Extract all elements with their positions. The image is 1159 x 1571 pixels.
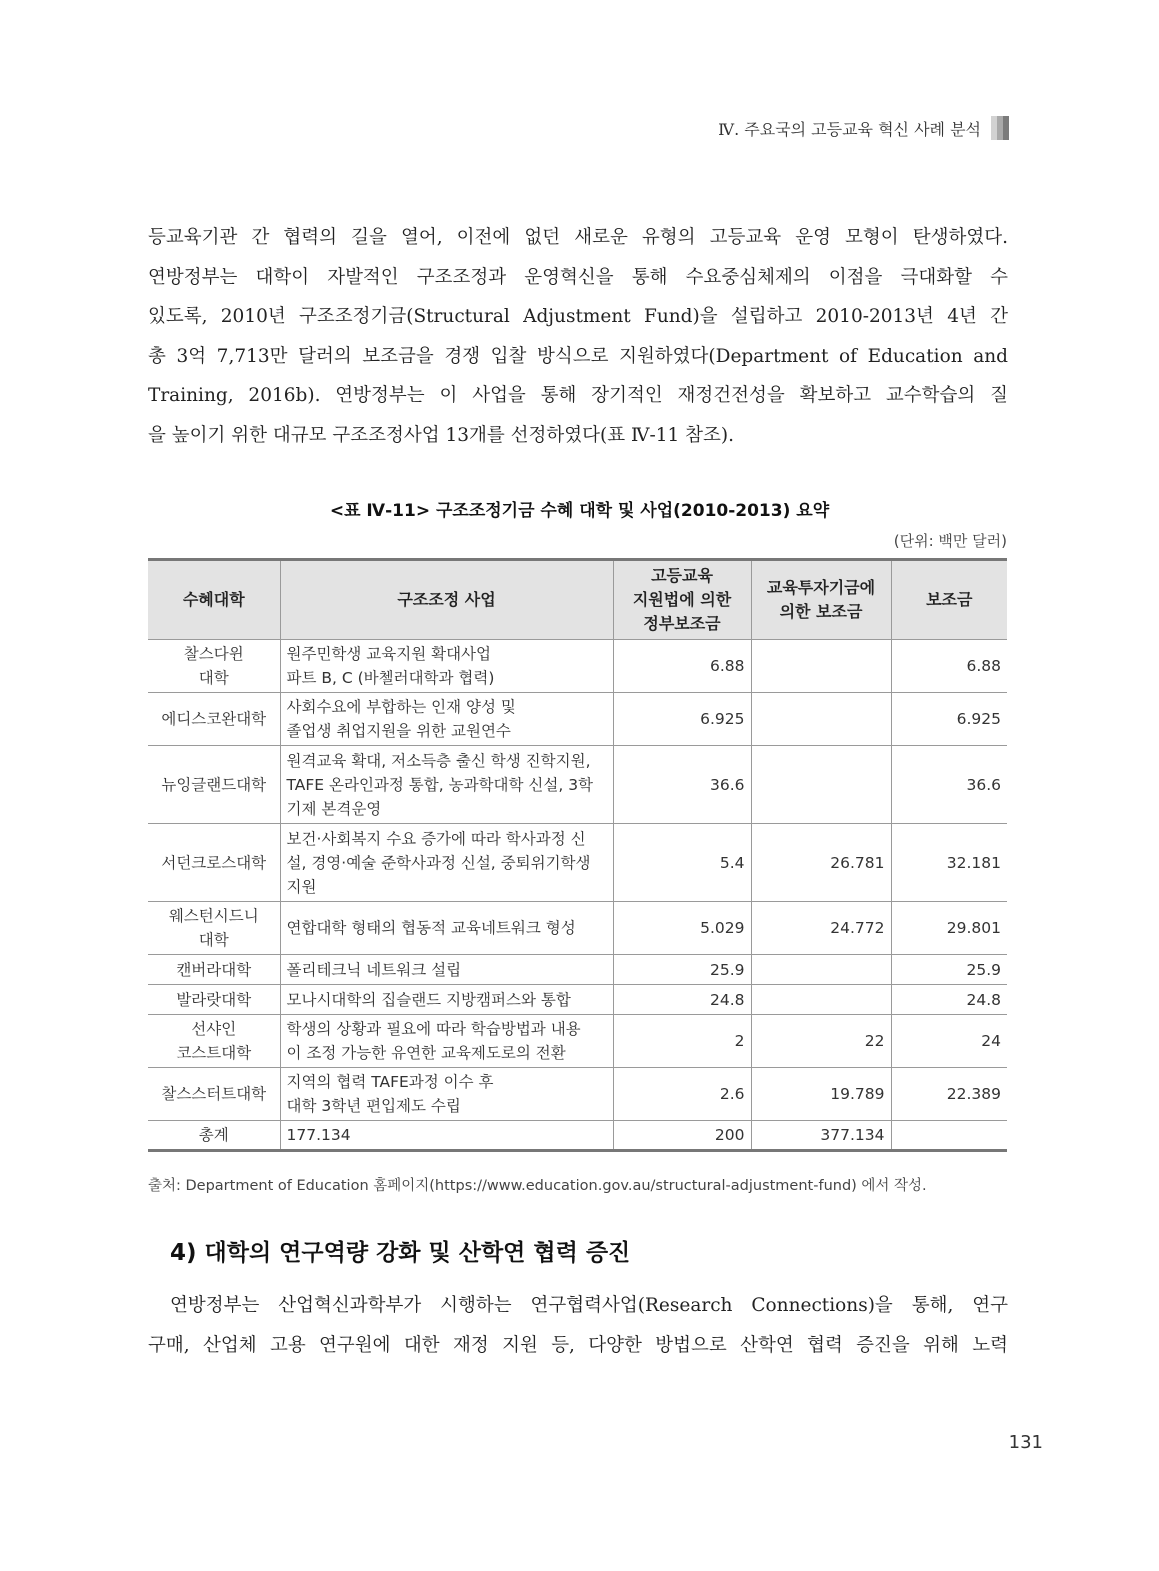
section-heading: 4) 대학의 연구역량 강화 및 산학연 협력 증진 <box>170 1240 631 1266</box>
header-project: 구조조정 사업 <box>280 560 613 640</box>
text-line: 연방정부는 산업혁신과학부가 시행하는 연구협력사업(Research Connections)을 통해, 연구 <box>170 1295 1008 1316</box>
header-decoration-bars <box>991 116 1009 140</box>
university-cell: 뉴잉글랜드대학 <box>148 746 280 824</box>
header-total: 보조금 <box>891 560 1007 640</box>
body-paragraph-2 <box>148 1286 1008 1365</box>
table-row <box>148 746 1007 824</box>
total-cell: 29.801 <box>891 902 1007 955</box>
text-line: 을 높이기 위한 대규모 구조조정사업 13개를 선정하였다(표 Ⅳ-11 참조). <box>148 424 734 446</box>
total-cell: 6.88 <box>891 640 1007 693</box>
eif-grant-cell <box>751 693 891 746</box>
gov-grant-cell: 24.8 <box>613 985 751 1015</box>
table-header-row <box>148 560 1007 640</box>
project-cell: 연합대학 형태의 협동적 교육네트워크 형성 <box>280 902 613 955</box>
eif-grant-cell: 26.781 <box>751 824 891 902</box>
table-unit-note: (단위: 백만 달러) <box>893 532 1007 550</box>
project-cell: 학생의 상황과 필요에 따라 학습방법과 내용 이 조정 가능한 유연한 교육제도로의 전환 <box>280 1015 613 1068</box>
table-source-note: 출처: Department of Education 홈페이지(https://www.education.gov.au/structural-adjustment-fund) 에서 작성. <box>148 1178 927 1194</box>
text-line: 있도록, 2010년 구조조정기금(Structural Adjustment Fund)을 설립하고 2010-2013년 4년 간 <box>148 306 1008 327</box>
table-caption: <표 Ⅳ-11> 구조조정기금 수혜 대학 및 사업(2010-2013) 요약 <box>329 501 830 521</box>
table-row <box>148 1068 1007 1121</box>
total-cell: 24.8 <box>891 985 1007 1015</box>
total-cell: 22.389 <box>891 1068 1007 1121</box>
project-cell: 폴리테크닉 네트워크 설립 <box>280 955 613 985</box>
university-cell: 캔버라대학 <box>148 955 280 985</box>
gov-grant-cell: 36.6 <box>613 746 751 824</box>
eif-grant-cell: 24.772 <box>751 902 891 955</box>
total-cell: 25.9 <box>891 955 1007 985</box>
header-bar <box>1003 116 1009 140</box>
gov-grant-cell: 2 <box>613 1015 751 1068</box>
university-cell: 찰스스터트대학 <box>148 1068 280 1121</box>
table-row <box>148 640 1007 693</box>
total-c2: 177.134 <box>280 1121 613 1151</box>
text-line: 연방정부는 대학이 자발적인 구조조정과 운영혁신을 통해 수요중심체제의 이점을 극대화할 수 <box>148 266 1008 288</box>
gov-grant-cell: 6.925 <box>613 693 751 746</box>
table-row <box>148 1015 1007 1068</box>
gov-grant-cell: 6.88 <box>613 640 751 693</box>
body-paragraph-1 <box>148 218 1008 455</box>
eif-grant-cell: 22 <box>751 1015 891 1068</box>
eif-grant-cell: 19.789 <box>751 1068 891 1121</box>
university-cell: 웨스턴시드니 대학 <box>148 902 280 955</box>
header-gov-grant: 고등교육 지원법에 의한 정부보조금 <box>613 560 751 640</box>
eif-grant-cell <box>751 955 891 985</box>
eif-grant-cell <box>751 746 891 824</box>
text-line: Training, 2016b). 연방정부는 이 사업을 통해 장기적인 재정건전성을 확보하고 교수학습의 질 <box>148 385 1008 406</box>
total-cell: 32.181 <box>891 824 1007 902</box>
gov-grant-cell: 25.9 <box>613 955 751 985</box>
eif-grant-cell <box>751 640 891 693</box>
project-cell: 원격교육 확대, 저소득층 출신 학생 진학지원, TAFE 온라인과정 통합, 농과학대학 신설, 3학 기제 본격운영 <box>280 746 613 824</box>
total-cell: 6.925 <box>891 693 1007 746</box>
project-cell: 원주민학생 교육지원 확대사업 파트 B, C (바첼러대학과 협력) <box>280 640 613 693</box>
university-cell: 서던크로스대학 <box>148 824 280 902</box>
university-cell: 발라랏대학 <box>148 985 280 1015</box>
table-row <box>148 824 1007 902</box>
chapter-title: Ⅳ. 주요국의 고등교육 혁신 사례 분석 <box>718 119 981 139</box>
grant-table <box>148 558 1007 1152</box>
header-eif-grant: 교육투자기금에 의한 보조금 <box>751 560 891 640</box>
project-cell: 보건·사회복지 수요 증가에 따라 학사과정 신 설, 경영·예술 준학사과정 신설, 중퇴위기학생 지원 <box>280 824 613 902</box>
gov-grant-cell: 5.4 <box>613 824 751 902</box>
gov-grant-cell: 2.6 <box>613 1068 751 1121</box>
running-header <box>718 116 1009 140</box>
table-row <box>148 693 1007 746</box>
university-cell: 찰스다윈 대학 <box>148 640 280 693</box>
total-label: 총계 <box>148 1121 280 1151</box>
table-row <box>148 902 1007 955</box>
table-row <box>148 955 1007 985</box>
header-university: 수혜대학 <box>148 560 280 640</box>
university-cell: 선샤인 코스트대학 <box>148 1015 280 1068</box>
project-cell: 지역의 협력 TAFE과정 이수 후 대학 3학년 편입제도 수립 <box>280 1068 613 1121</box>
total-c3: 200 <box>613 1121 751 1151</box>
project-cell: 모나시대학의 집슬랜드 지방캠퍼스와 통합 <box>280 985 613 1015</box>
table-total-row <box>148 1121 1007 1151</box>
total-c4: 377.134 <box>751 1121 891 1151</box>
eif-grant-cell <box>751 985 891 1015</box>
table-row <box>148 985 1007 1015</box>
total-cell: 24 <box>891 1015 1007 1068</box>
total-c5 <box>891 1121 1007 1151</box>
gov-grant-cell: 5.029 <box>613 902 751 955</box>
text-line: 구매, 산업체 고용 연구원에 대한 재정 지원 등, 다양한 방법으로 산학연 협력 증진을 위해 노력 <box>148 1334 1008 1356</box>
text-line: 총 3억 7,713만 달러의 보조금을 경쟁 입찰 방식으로 지원하였다(Department of Education and <box>148 345 1008 367</box>
page-number: 131 <box>1008 1432 1043 1453</box>
total-cell: 36.6 <box>891 746 1007 824</box>
university-cell: 에디스코완대학 <box>148 693 280 746</box>
text-line: 등교육기관 간 협력의 길을 열어, 이전에 없던 새로운 유형의 고등교육 운영 모형이 탄생하였다. <box>148 227 1008 248</box>
project-cell: 사회수요에 부합하는 인재 양성 및 졸업생 취업지원을 위한 교원연수 <box>280 693 613 746</box>
